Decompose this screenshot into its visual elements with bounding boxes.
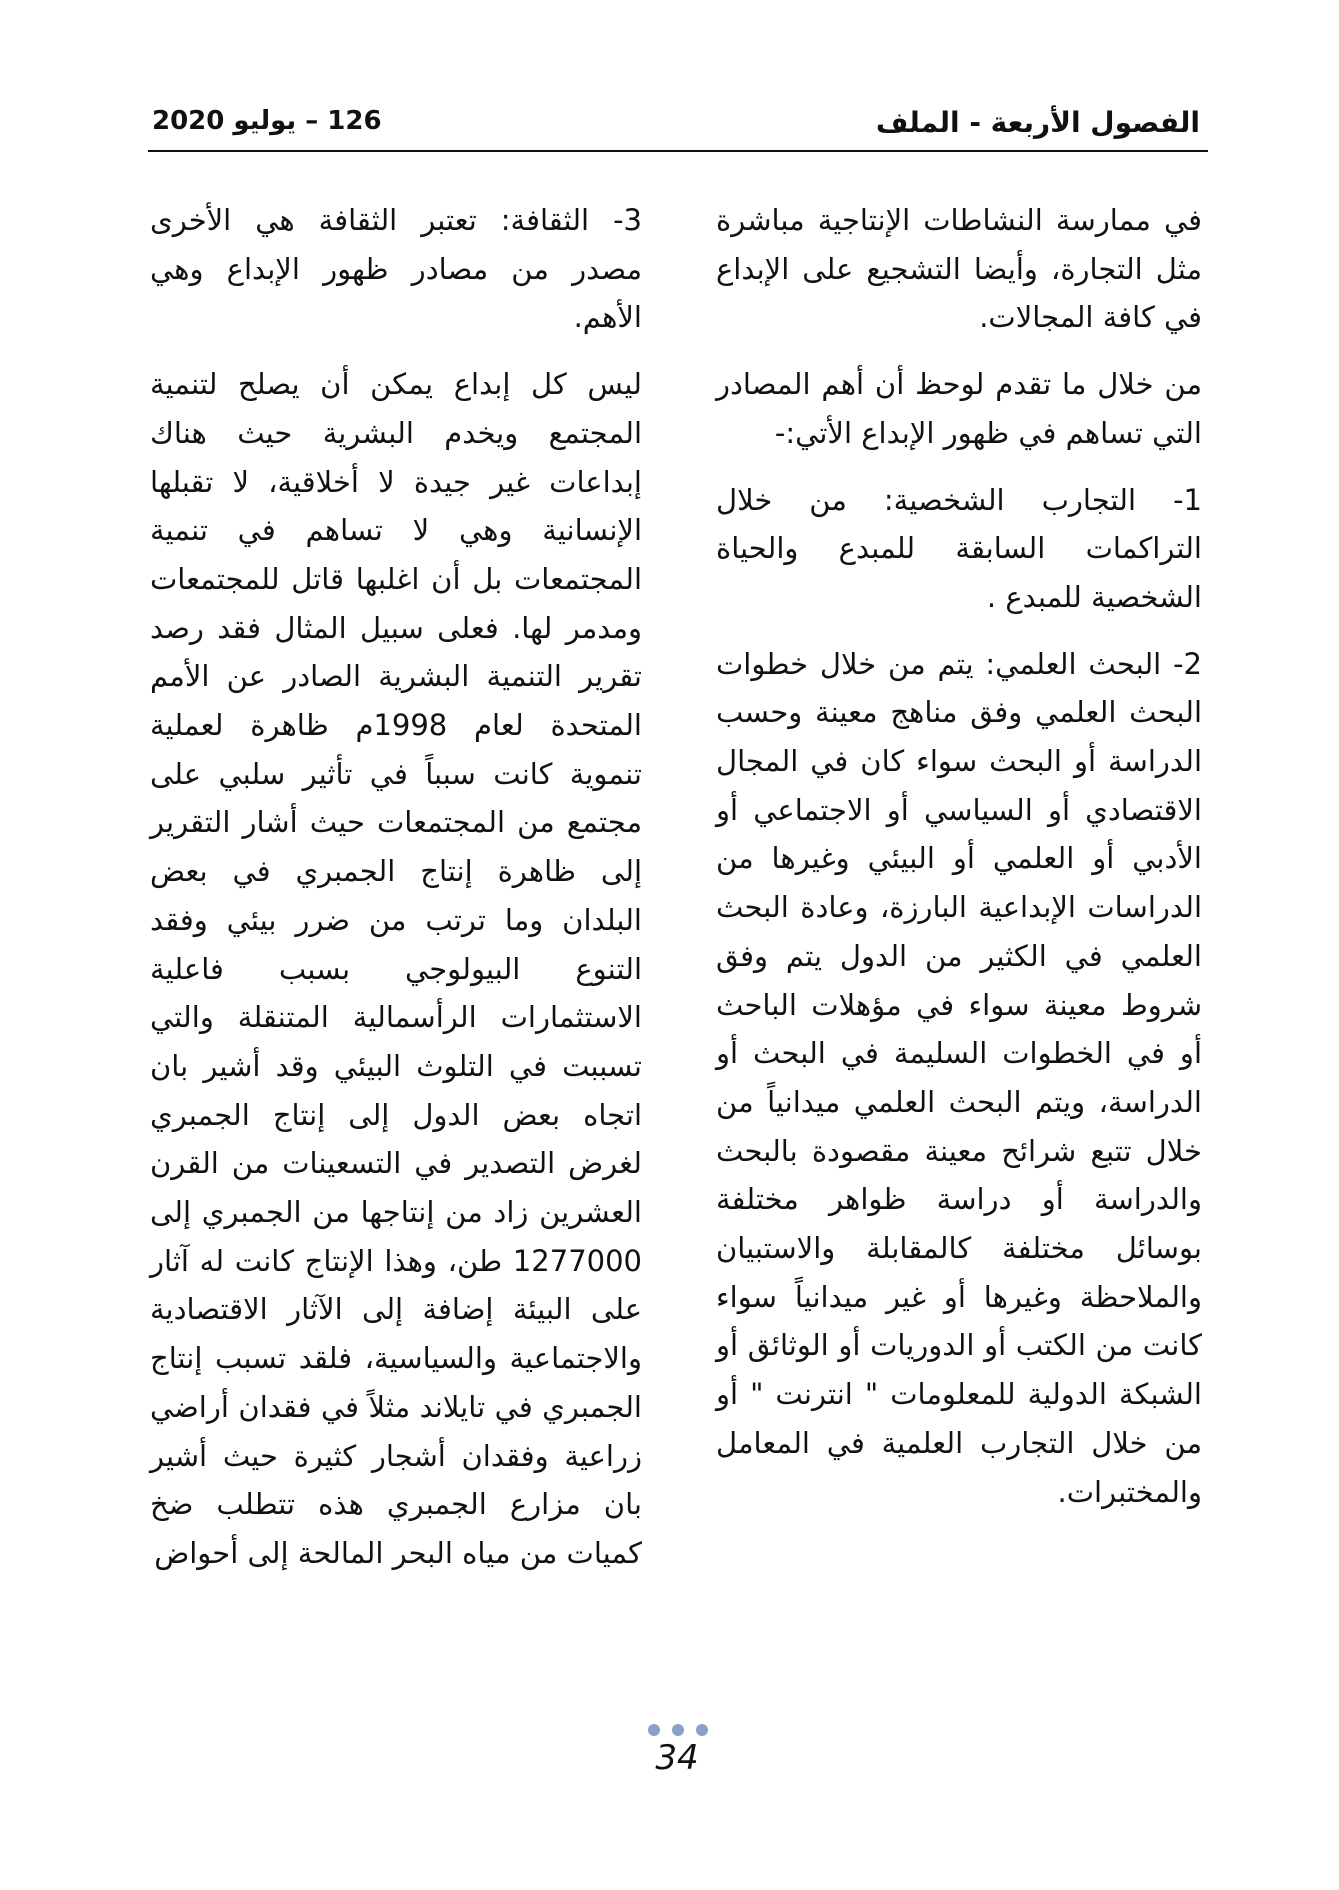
left-column <box>150 196 642 1578</box>
page-header <box>148 100 1208 152</box>
dot-icon <box>672 1724 684 1736</box>
paragraph: 3- الثقافة: تعتبر الثقافة هي الأخرى مصدر من مصادر ظهور الإبداع وهي الأهم. <box>150 203 642 335</box>
page-number: 34 <box>655 1738 699 1778</box>
journal-title: الفصول الأربعة - الملف <box>875 106 1200 139</box>
issue-info: 126 – يوليو 2020 <box>152 106 382 136</box>
page-ornament-dots <box>648 1724 708 1738</box>
right-column <box>716 196 1202 1516</box>
paragraph: ليس كل إبداع يمكن أن يصلح لتنمية المجتمع ويخدم البشرية حيث هناك إبداعات غير جيدة لا أخلاقية، لا تقبلها الإنسانية وهي لا تساهم في تنمية المجتمعات بل أن اغلبها قاتل للمجتمعات ومدمر لها. فعلى سبيل المثال فقد رصد تقرير التنمية البشرية الصادر عن الأمم المتحدة لعام 1998م ظاهرة لعملية تنموية كانت سبباً في تأثير سلبي على مجتمع من المجتمعات حيث أشار التقرير إلى ظاهرة إنتاج الجمبري في بعض البلدان وما ترتب من ضرر بيئي وفقد التنوع البيولوجي بسبب فاعلية الاستثمارات الرأسمالية المتنقلة والتي تسببت في التلوث البيئي وقد أشير بان اتجاه بعض الدول إلى إنتاج الجمبري لغرض التصدير في التسعينات من القرن العشرين زاد من إنتاجها من الجمبري إلى 1277000 طن، وهذا الإنتاج كانت له آثار على البيئة إضافة إلى الآثار الاقتصادية والاجتماعية والسياسية، فلقد تسبب إنتاج الجمبري في تايلاند مثلاً في فقدان أراضي زراعية وفقدان أشجار كثيرة حيث أشير بان مزارع الجمبري هذه تتطلب ضخ كميات من مياه البحر المالحة إلى أحواض <box>150 367 642 1570</box>
paragraph: في ممارسة النشاطات الإنتاجية مباشرة مثل التجارة، وأيضا التشجيع على الإبداع في كافة المجالات. <box>716 203 1202 335</box>
paragraph: 1- التجارب الشخصية: من خلال التراكمات السابقة للمبدع والحياة الشخصية للمبدع . <box>716 482 1202 614</box>
paragraph: من خلال ما تقدم لوحظ أن أهم المصادر التي تساهم في ظهور الإبداع الأتي:- <box>716 367 1202 450</box>
dot-icon <box>648 1724 660 1736</box>
dot-icon <box>696 1724 708 1736</box>
paragraph: 2- البحث العلمي: يتم من خلال خطوات البحث العلمي وفق مناهج معينة وحسب الدراسة أو البحث سواء كان في المجال الاقتصادي أو السياسي أو الاجتماعي أو الأدبي أو العلمي أو البيئي وغيرها من الدراسات الإبداعية البارزة، وعادة البحث العلمي في الكثير من الدول يتم وفق شروط معينة سواء في مؤهلات الباحث أو في الخطوات السليمة في البحث أو الدراسة، ويتم البحث العلمي ميدانياً من خلال تتبع شرائح معينة مقصودة بالبحث والدراسة أو دراسة ظواهر مختلفة بوسائل مختلفة كالمقابلة والاستبيان والملاحظة وغيرها أو غير ميدانياً سواء كانت من الكتب أو الدوريات أو الوثائق أو الشبكة الدولية للمعلومات " انترنت " أو من خلال التجارب العلمية في المعامل والمختبرات. <box>716 646 1202 1509</box>
